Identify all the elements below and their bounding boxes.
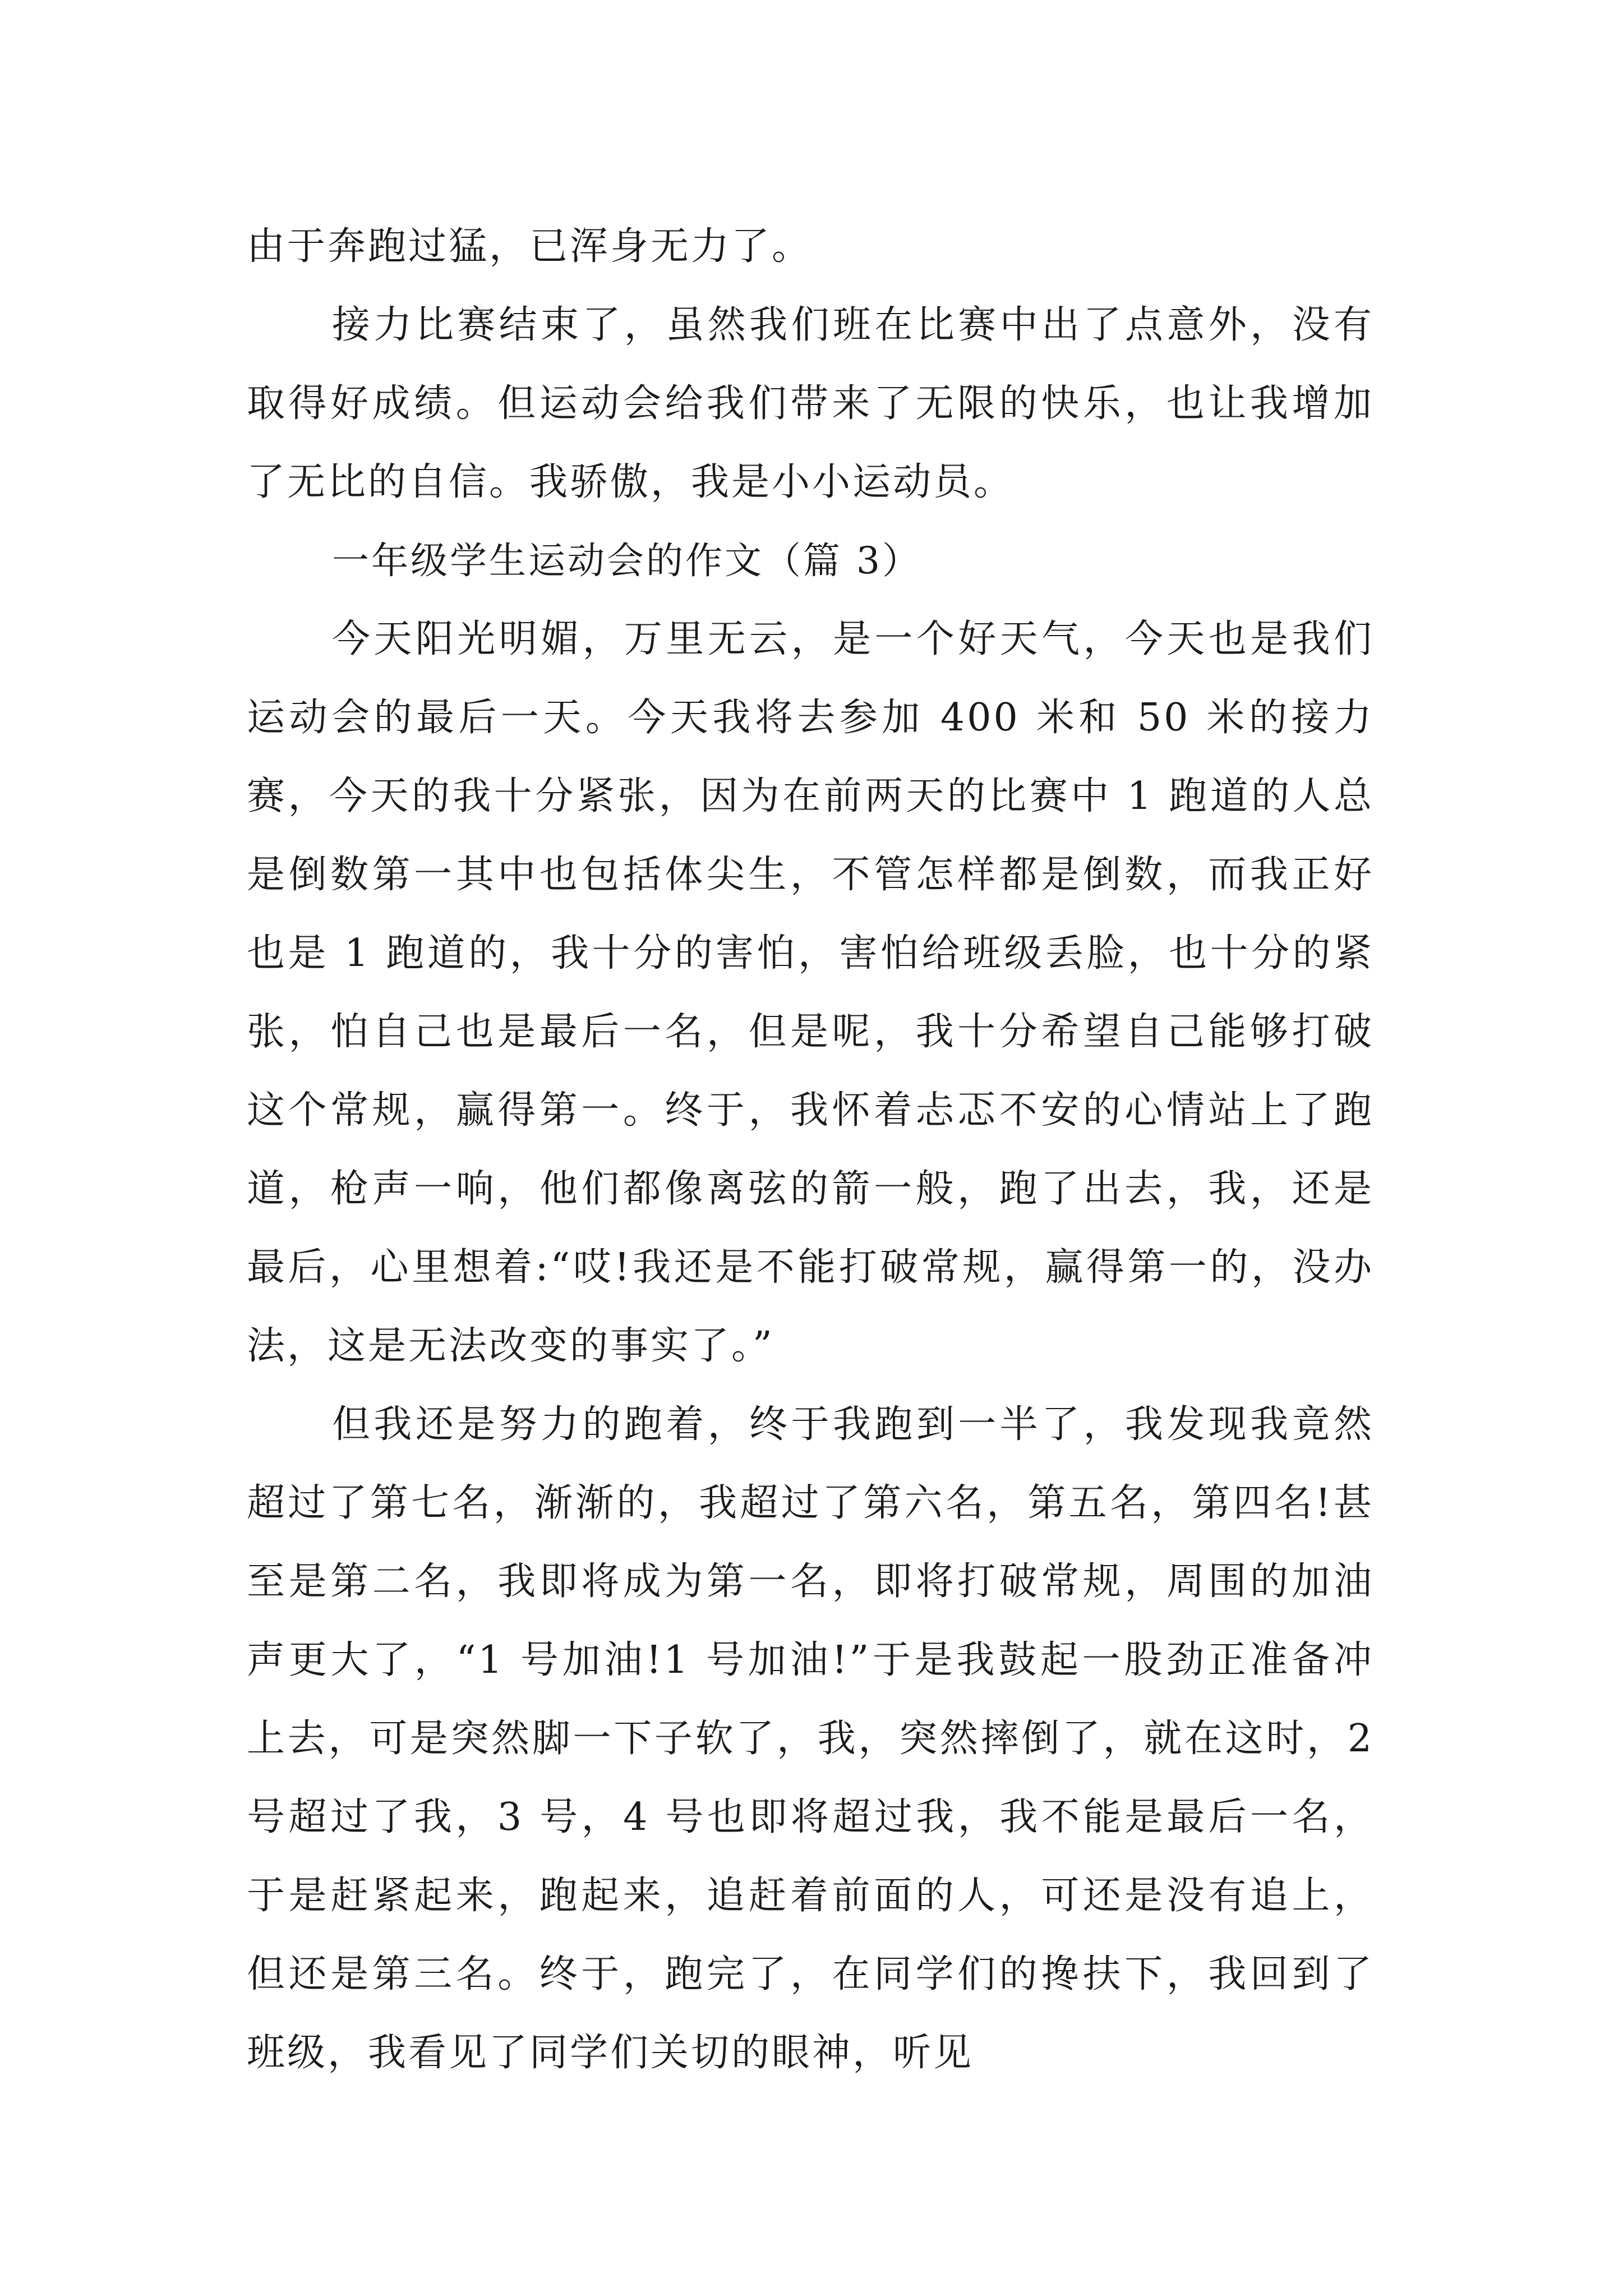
paragraph-relay-conclusion: 接力比赛结束了，虽然我们班在比赛中出了点意外，没有取得好成绩。但运动会给我们带来了无限的快乐，也让我增加了无比的自信。我骄傲，我是小小运动员。 [247,303,1374,504]
essay-heading: 一年级学生运动会的作文（篇 3） [332,539,921,582]
paragraph-race-start: 今天阳光明媚，万里无云，是一个好天气，今天也是我们运动会的最后一天。今天我将去参加 400 米和 50 米的接力赛，今天的我十分紧张，因为在前两天的比赛中 1 跑道的人总是倒数第一其中也包括体尖生，不管怎样都是倒数，而我正好也是 1 跑道的，我十分的害怕，害怕给班级丢脸，也十分的紧张，怕自己也是最后一名，但是呢，我十分希望自己能够打破这个常规，赢得第一。终于，我怀着忐忑不安的心情站上了跑道，枪声一响，他们都像离弦的箭一般，跑了出去，我，还是最后，心里想着:“哎!我还是不能打破常规，赢得第一的，没办法，这是无法改变的事实了。” [247,617,1374,1368]
document-page [247,208,1374,2092]
paragraph-race-finish: 但我还是努力的跑着，终于我跑到一半了，我发现我竟然超过了第七名，渐渐的，我超过了第六名，第五名，第四名!甚至是第二名，我即将成为第一名，即将打破常规，周围的加油声更大了，“1 号加油!1 号加油!”于是我鼓起一股劲正准备冲上去，可是突然脚一下子软了，我，突然摔倒了，就在这时，2 号超过了我，3 号，4 号也即将超过我，我不能是最后一名，于是赶紧起来，跑起来，追赶着前面的人，可还是没有追上，但还是第三名。终于，跑完了，在同学们的搀扶下，我回到了班级，我看见了同学们关切的眼神，听见 [247,1402,1374,2075]
paragraph-continuation: 由于奔跑过猛，已浑身无力了。 [247,224,813,269]
